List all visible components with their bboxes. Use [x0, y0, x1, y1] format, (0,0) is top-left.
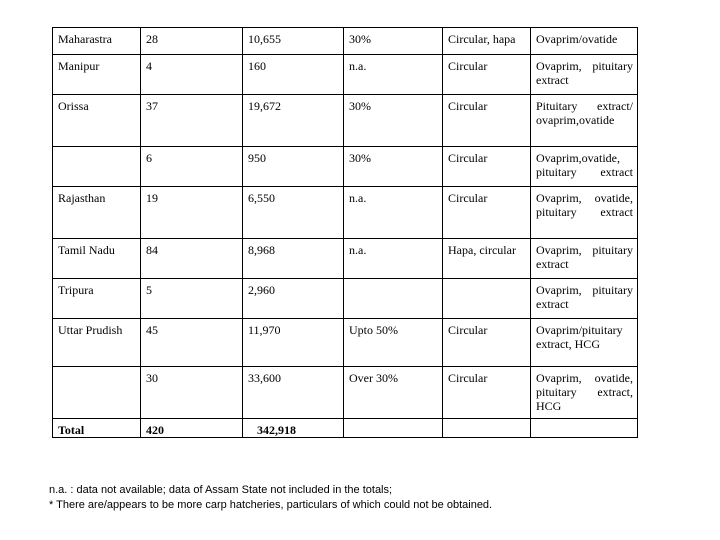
- production-cell: 19,672: [243, 95, 344, 147]
- empty-cell: [443, 419, 531, 438]
- state-cell: Orissa: [53, 95, 141, 147]
- inducing-agent-cell: Ovaprim,ovatide, pituitary extract: [531, 147, 638, 187]
- type-cell: Hapa, circular: [443, 239, 531, 279]
- type-cell: Circular: [443, 55, 531, 95]
- table-row: [53, 187, 638, 239]
- production-cell: 11,970: [243, 319, 344, 367]
- hatchery-table: [52, 27, 638, 438]
- survival-cell: [344, 279, 443, 319]
- production-cell: 33,600: [243, 367, 344, 419]
- production-cell: 10,655: [243, 28, 344, 55]
- inducing-agent-cell: Ovaprim, pituitary extract: [531, 279, 638, 319]
- inducing-agent-cell: Ovaprim, ovatide, pituitary extract: [531, 187, 638, 239]
- survival-cell: 30%: [344, 28, 443, 55]
- state-cell: [53, 367, 141, 419]
- table-row: [53, 28, 638, 55]
- footnote-asterisk: * There are/appears to be more carp hatcheries, particulars of which could not be obtained.: [49, 499, 493, 511]
- production-cell: 6,550: [243, 187, 344, 239]
- type-cell: Circular: [443, 319, 531, 367]
- inducing-agent-cell: Ovaprim, pituitary extract: [531, 239, 638, 279]
- total-production: 342,918: [243, 419, 344, 438]
- type-cell: Circular: [443, 147, 531, 187]
- survival-cell: Over 30%: [344, 367, 443, 419]
- inducing-agent-cell: Ovaprim, pituitary extract: [531, 55, 638, 95]
- survival-cell: n.a.: [344, 239, 443, 279]
- table-row: [53, 55, 638, 95]
- hatcheries-cell: 45: [141, 319, 243, 367]
- inducing-agent-cell: Pituitary extract/ ovaprim,ovatide: [531, 95, 638, 147]
- inducing-agent-cell: Ovaprim, ovatide, pituitary extract, HCG: [531, 367, 638, 419]
- survival-cell: Upto 50%: [344, 319, 443, 367]
- total-row: [53, 419, 638, 438]
- hatcheries-cell: 19: [141, 187, 243, 239]
- hatcheries-cell: 4: [141, 55, 243, 95]
- table-row: [53, 279, 638, 319]
- total-hatcheries: 420: [141, 419, 243, 438]
- table-row: [53, 367, 638, 419]
- footnotes: [49, 483, 492, 513]
- inducing-agent-cell: Ovaprim/pituitary extract, HCG: [531, 319, 638, 367]
- total-label: Total: [53, 419, 141, 438]
- production-cell: 160: [243, 55, 344, 95]
- empty-cell: [531, 419, 638, 438]
- hatcheries-cell: 30: [141, 367, 243, 419]
- survival-cell: 30%: [344, 147, 443, 187]
- production-cell: 950: [243, 147, 344, 187]
- table-row: [53, 239, 638, 279]
- state-cell: Rajasthan: [53, 187, 141, 239]
- hatcheries-cell: 84: [141, 239, 243, 279]
- state-cell: Manipur: [53, 55, 141, 95]
- production-cell: 2,960: [243, 279, 344, 319]
- survival-cell: n.a.: [344, 55, 443, 95]
- survival-cell: 30%: [344, 95, 443, 147]
- table-row: [53, 147, 638, 187]
- type-cell: Circular: [443, 367, 531, 419]
- inducing-agent-cell: Ovaprim/ovatide: [531, 28, 638, 55]
- empty-cell: [344, 419, 443, 438]
- hatcheries-cell: 6: [141, 147, 243, 187]
- state-cell: Uttar Prudish: [53, 319, 141, 367]
- type-cell: Circular: [443, 187, 531, 239]
- hatcheries-cell: 5: [141, 279, 243, 319]
- table-row: [53, 319, 638, 367]
- state-cell: Maharastra: [53, 28, 141, 55]
- state-cell: Tamil Nadu: [53, 239, 141, 279]
- state-cell: [53, 147, 141, 187]
- type-cell: Circular, hapa: [443, 28, 531, 55]
- state-cell: Tripura: [53, 279, 141, 319]
- production-cell: 8,968: [243, 239, 344, 279]
- type-cell: Circular: [443, 95, 531, 147]
- table-row: [53, 95, 638, 147]
- type-cell: [443, 279, 531, 319]
- survival-cell: n.a.: [344, 187, 443, 239]
- hatcheries-cell: 37: [141, 95, 243, 147]
- footnote-na: n.a. : data not available; data of Assam State not included in the totals;: [49, 484, 393, 496]
- hatcheries-cell: 28: [141, 28, 243, 55]
